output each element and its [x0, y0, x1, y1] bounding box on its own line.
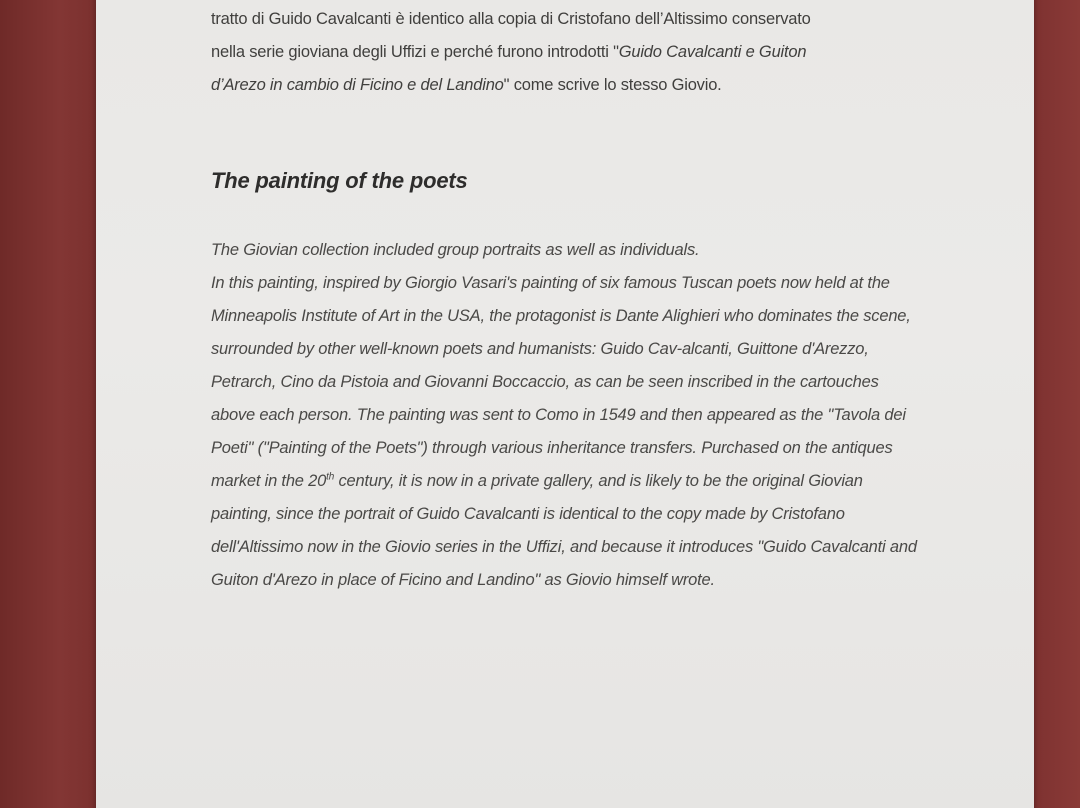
english-body [211, 267, 923, 597]
italian-line-2a: nella serie gioviana degli Uffizi e perché furono introdotti " [211, 43, 619, 61]
english-paragraph [211, 234, 923, 597]
italian-line-3-italic: d’Arezo in cambio di Ficino e del Landino [211, 76, 504, 94]
section-heading: The painting of the poets [211, 168, 468, 193]
wall-left [0, 0, 100, 808]
italian-line-1: tratto di Guido Cavalcanti è identico alla copia di Cristofano dell’Altissimo conservato [211, 10, 811, 28]
english-lead: The Giovian collection included group portraits as well as individuals. [211, 241, 700, 259]
english-body-2: century, it is now in a private gallery, and is likely to be the original Giovian painting, since the portrait of Guido Cavalcanti is identical to the copy made by Cristofano dell'Altissimo now in the Giovio series in the Uffizi, and because it introduces "Guido Cavalcanti and Guiton d'Arezo in place of Ficino and Landino" as Giovio himself wrote. [211, 472, 917, 589]
italian-line-3 [211, 69, 923, 102]
ordinal-suffix: th [326, 471, 335, 483]
italian-line-2-italic: Guido Cavalcanti e Guiton [618, 43, 807, 61]
wall-right [1030, 0, 1080, 808]
english-body-1: In this painting, inspired by Giorgio Vasari's painting of six famous Tuscan poets now held at the Minneapolis Institute of Art in the USA, the protagonist is Dante Alighieri who dominates the scene, surrounded by other well-known poets and humanists: Guido Cav-alcanti, Guittone d'Arezzo, Petrarch, Cino da Pistoia and Giovanni Boccaccio, as can be seen inscribed in the cartouches above each person. The painting was sent to Como in 1549 and then appeared as the "Tavola dei Poeti" ("Painting of the Poets") through various inheritance transfers. Purchased on the antiques market in the 20 [211, 274, 911, 490]
italian-line-2 [211, 36, 923, 69]
italian-paragraph [211, 3, 923, 102]
italian-line-3b: " come scrive lo stesso Giovio. [503, 76, 722, 94]
